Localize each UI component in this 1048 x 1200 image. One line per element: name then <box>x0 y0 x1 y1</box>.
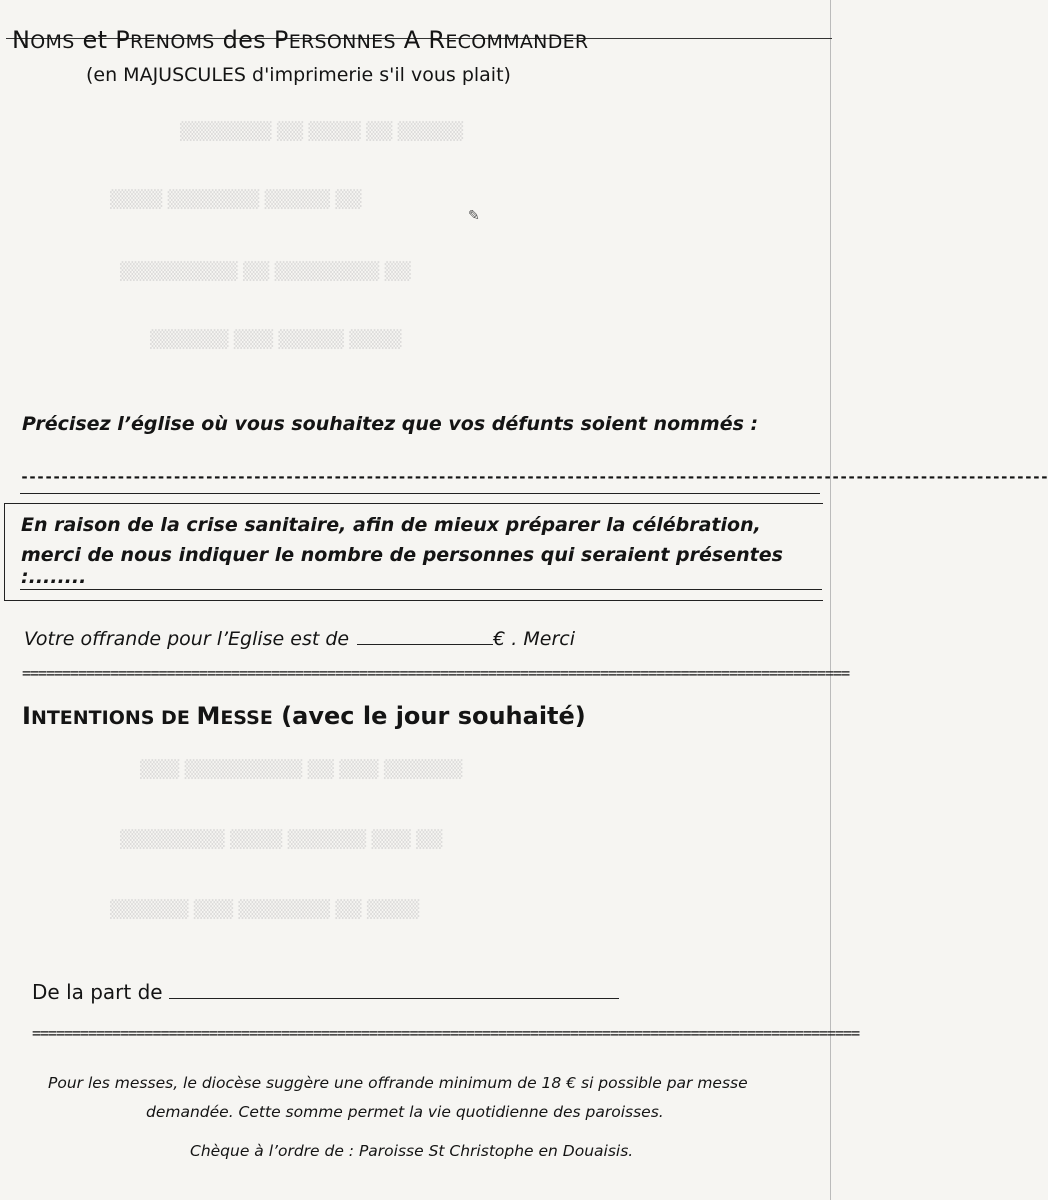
bleed-through-text: ▒▒ ▒▒▒ ▒▒▒▒▒▒ ▒▒▒▒ ▒▒▒▒▒▒▒▒ <box>120 830 443 850</box>
from-line <box>32 980 619 1004</box>
offering-label: Votre offrande pour l’Eglise est de <box>24 628 350 650</box>
title-initial: N <box>12 26 31 54</box>
title-initial: P <box>115 26 130 54</box>
cheque-note: Chèque à l’ordre de : Paroisse St Christophe en Douaisis. <box>190 1142 634 1160</box>
church-answer-line[interactable]: -------------------------------------------------------------------------------------------------------------------------------- <box>20 468 1048 486</box>
title-initial: P <box>273 26 289 54</box>
heading-initial: I <box>22 702 31 730</box>
offering-amount-field[interactable] <box>357 626 493 645</box>
bleed-through-text: ▒▒ ▒▒▒▒▒ ▒▒▒▒▒▒▒ ▒▒▒▒ <box>110 190 362 210</box>
offering-note: demandée. Cette somme permet la vie quotidienne des paroisses. <box>146 1103 664 1121</box>
title-initial: R <box>428 26 446 54</box>
stray-mark: ✎ <box>468 208 480 224</box>
from-name-field[interactable] <box>169 980 619 999</box>
title-word: RENOMS <box>130 31 215 53</box>
offering-line <box>24 626 575 650</box>
bleed-through-text: ▒▒▒▒ ▒▒▒▒▒ ▒▒▒ ▒▒▒▒▒▒ <box>150 330 402 350</box>
divider <box>20 493 820 494</box>
sanitary-notice-box <box>4 503 823 601</box>
bleed-through-text: ▒▒▒▒ ▒▒ ▒▒▒▒▒▒▒ ▒▒▒ ▒▒▒▒▒▒ <box>110 900 420 920</box>
heading-initial: M <box>196 702 221 730</box>
offering-note: Pour les messes, le diocèse suggère une offrande minimum de 18 € si possible par messe <box>48 1074 748 1092</box>
page-subtitle: (en MAJUSCULES d'imprimerie s'il vous plait) <box>86 64 511 86</box>
title-word: ERSONNES <box>288 31 396 53</box>
sanitary-notice-line: En raison de la crise sanitaire, afin de mieux préparer la célébration, <box>21 514 761 536</box>
title-connector: A <box>395 26 429 54</box>
page-title <box>12 26 588 54</box>
title-word: OMS <box>30 31 75 53</box>
heading-word: ESSE <box>220 707 273 729</box>
heading-word: NTENTIONS DE <box>30 707 197 729</box>
separator-line: ======================================================================================================= <box>32 1024 860 1042</box>
from-label: De la part de <box>32 980 163 1004</box>
title-connector: des <box>214 26 274 54</box>
page-edge <box>830 0 831 1200</box>
separator-line: ======================================================================================================= <box>22 664 850 682</box>
offering-suffix: € . Merci <box>493 628 575 650</box>
heading-rest: (avec le jour souhaité) <box>272 702 586 730</box>
attendee-count-field[interactable]: merci de nous indiquer le nombre de personnes qui seraient présentes :........ <box>21 544 783 588</box>
divider <box>20 589 822 590</box>
title-word: ECOMMANDER <box>445 31 589 53</box>
bleed-through-text: ▒▒ ▒▒▒▒▒▒▒▒ ▒▒ ▒▒▒▒▒▒▒▒▒ <box>120 262 411 282</box>
church-question: Précisez l’église où vous souhaitez que vos défunts soient nommés : <box>22 413 759 435</box>
mass-intentions-heading <box>22 702 586 730</box>
bleed-through-text: ▒▒▒▒▒ ▒▒ ▒▒▒▒ ▒▒ ▒▒▒▒▒▒▒ <box>180 122 464 142</box>
bleed-through-text: ▒▒▒▒▒▒ ▒▒▒ ▒▒ ▒▒▒▒▒▒▒▒▒ ▒▒▒ <box>140 760 463 780</box>
title-connector: et <box>74 26 116 54</box>
